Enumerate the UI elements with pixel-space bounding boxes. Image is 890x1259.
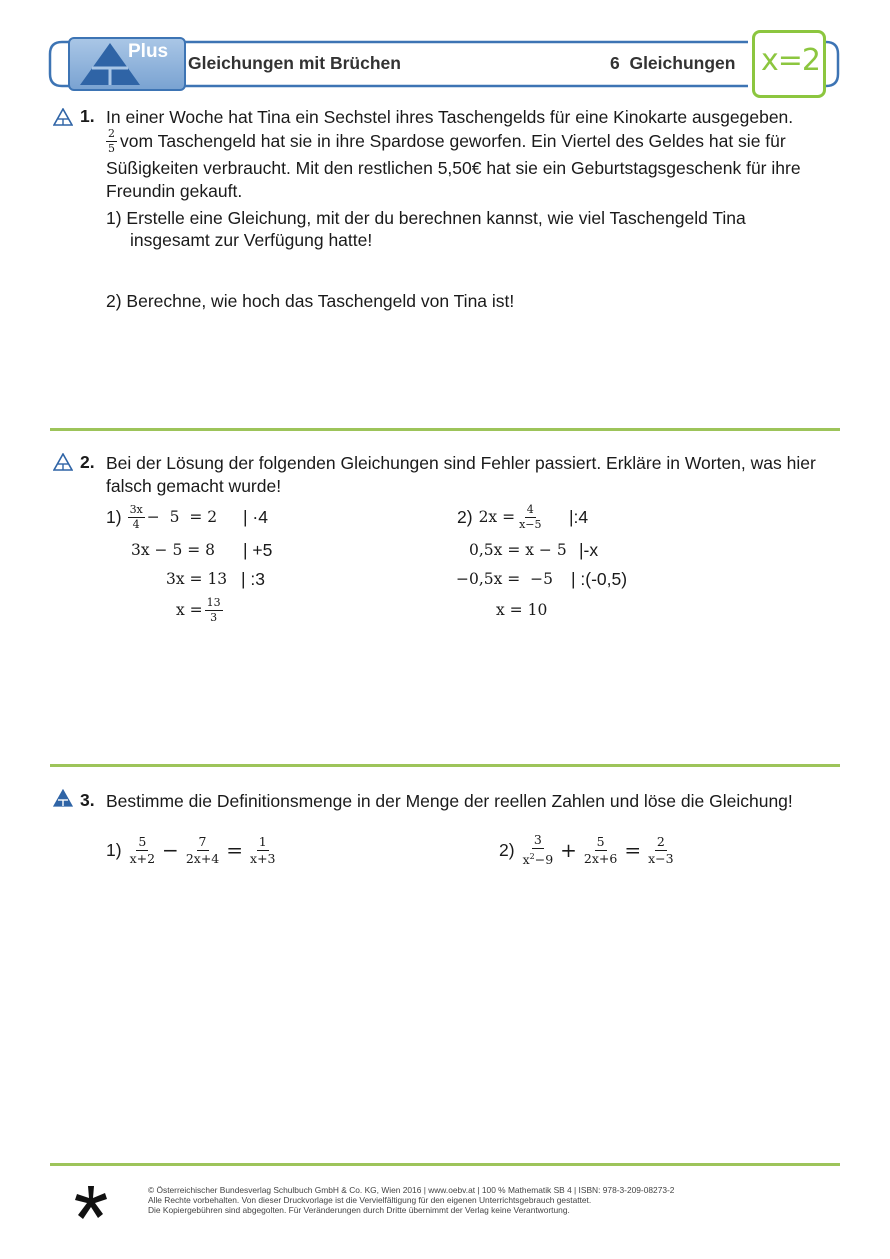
difficulty-triangle-icon bbox=[53, 108, 73, 126]
step-operation: | :3 bbox=[241, 569, 266, 589]
sub-label: 2) bbox=[499, 839, 515, 860]
fraction: $\frac{5}{x+2}$ bbox=[129, 833, 156, 866]
sub-label: 2) bbox=[457, 506, 473, 527]
publisher-logo-icon bbox=[72, 1184, 110, 1222]
difficulty-triangle-icon bbox=[53, 453, 73, 471]
page-title: Gleichungen mit Brüchen bbox=[188, 53, 401, 73]
footer-fees: Die Kopiergebühren sind abgegolten. Für Veränderungen durch Dritte übernimmt der Verlag keine Verantwortung. bbox=[148, 1205, 570, 1215]
task-1-line-2 bbox=[104, 128, 786, 155]
task-1-line-3: Süßigkeiten verbraucht. Mit den restlichen 5,50€ hat sie ein Geburtstagsgeschenk für ihre bbox=[106, 158, 801, 178]
task-1-question-1: 1) Erstelle eine Gleichung, mit der du berechnen kannst, wie viel Taschengeld Tina bbox=[106, 208, 746, 228]
step-operation: | :(-0,5) bbox=[571, 569, 628, 589]
page-header bbox=[48, 40, 840, 88]
task-2-eq1-row-1: 1) $\frac{3x}{4}$ − 5 = 2 bbox=[106, 502, 218, 531]
footer-divider bbox=[50, 1163, 840, 1166]
task-2-line-2: falsch gemacht wurde! bbox=[106, 476, 282, 496]
step-operation: |-x bbox=[579, 540, 599, 560]
difficulty-triangle-icon bbox=[53, 789, 73, 807]
fraction: $\frac{13}{3}$ bbox=[206, 595, 221, 624]
fraction: $\frac{3x}{4}$ bbox=[129, 502, 143, 531]
fraction: $\frac{1}{x+3}$ bbox=[250, 833, 276, 866]
equation-step: −0,5x = −5 bbox=[456, 570, 553, 588]
chapter-title: 6 Gleichungen bbox=[610, 53, 736, 73]
divider bbox=[50, 764, 840, 767]
footer-copyright: © Österreichischer Bundesverlag Schulbuch GmbH & Co. KG, Wien 2016 | www.oebv.at | 100 % Mathematik SB 4 | ISBN: 978-3-209-08273-2 bbox=[148, 1185, 675, 1195]
fraction-two-fifths: $\frac{2}{5}$ bbox=[108, 127, 115, 155]
sub-label: 1) bbox=[106, 839, 122, 860]
task-2-eq2-row-1: 2) 2x = $\frac{4}{x-5}$ bbox=[457, 502, 542, 531]
task-1-number: 1. bbox=[80, 106, 95, 126]
fraction: $\frac{7}{2x+4}$ bbox=[185, 833, 220, 866]
fraction: $\frac{4}{x-5}$ bbox=[519, 502, 542, 531]
task-3-equation-1: 1) $\frac{5}{x+2}$ − $\frac{7}{2x+4}$ = $\frac{1}{x+3}$ bbox=[106, 833, 276, 866]
plus-logo bbox=[68, 37, 186, 91]
task-1-line-4: Freundin gekauft. bbox=[106, 181, 243, 201]
task-1-line-2-text: vom Taschengeld hat sie in ihre Spardose geworfen. Ein Viertel des Geldes hat sie für bbox=[120, 131, 786, 151]
task-2-number: 2. bbox=[80, 452, 95, 472]
equation-step: 3x − 5 = 8 bbox=[131, 541, 216, 559]
fraction: $\frac{2}{x-3}$ bbox=[648, 833, 674, 866]
task-3-number: 3. bbox=[80, 790, 95, 810]
step-operation: | ·4 bbox=[243, 507, 268, 527]
fraction: $\frac{5}{2x+6}$ bbox=[583, 833, 618, 866]
task-1-question-1-cont: insgesamt zur Verfügung hatte! bbox=[130, 230, 373, 250]
task-3-line-1: Bestimme die Definitionsmenge in der Menge der reellen Zahlen und löse die Gleichung! bbox=[106, 791, 793, 811]
step-operation: | +5 bbox=[243, 540, 273, 560]
equation-step: x = $\frac{13}{3}$ bbox=[176, 595, 221, 624]
task-1-line-1: In einer Woche hat Tina ein Sechstel ihres Taschengelds für eine Kinokarte ausgegeben. bbox=[106, 107, 794, 127]
badge-text: x=2 bbox=[761, 43, 820, 78]
equation-step: 3x = 13 bbox=[166, 570, 228, 588]
footer-rights: Alle Rechte vorbehalten. Von dieser Druckvorlage ist die Vervielfältigung für den eigenen Unterrichtsgebrauch gestattet. bbox=[148, 1195, 592, 1205]
equation-step: 0,5x = x − 5 bbox=[469, 541, 567, 559]
logo-text: Plus bbox=[128, 41, 169, 62]
task-1-question-2: 2) Berechne, wie hoch das Taschengeld von Tina ist! bbox=[106, 291, 515, 311]
equation-step: x = 10 bbox=[496, 601, 548, 619]
sub-label: 1) bbox=[106, 506, 122, 527]
fraction: $\frac{3}{x^2-9}$ bbox=[522, 831, 554, 868]
task-3-equation-2: 2) $\frac{3}{x^2-9}$ + $\frac{5}{2x+6}$ = $\frac{2}{x-3}$ bbox=[499, 831, 674, 868]
x-equals-2-badge bbox=[752, 30, 826, 98]
step-operation: |:4 bbox=[569, 507, 589, 527]
task-2-line-1: Bei der Lösung der folgenden Gleichungen sind Fehler passiert. Erkläre in Worten, was hier bbox=[106, 453, 816, 473]
divider bbox=[50, 428, 840, 431]
